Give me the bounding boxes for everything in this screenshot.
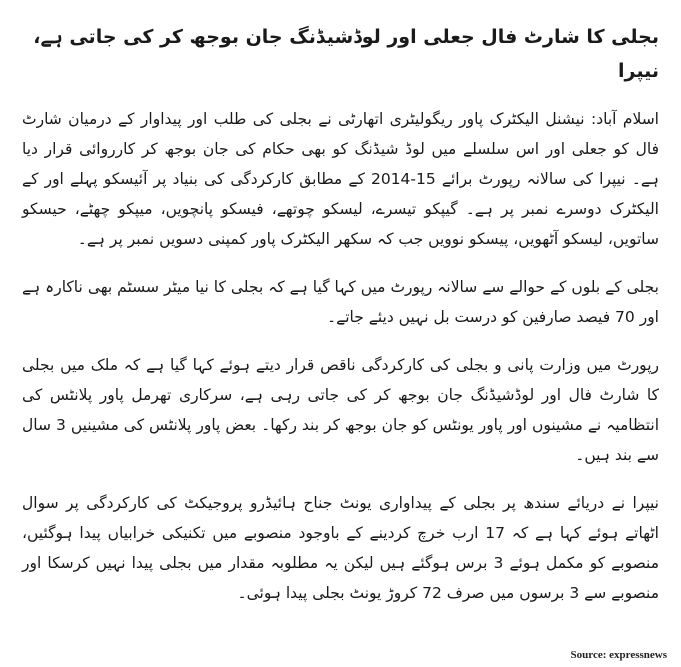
source-credit: Source: expressnews [570,649,667,661]
article-paragraph-3: رپورٹ میں وزارت پانی و بجلی کی کارکردگی ناقص قرار دیتے ہوئے کہا گیا ہے کہ ملک میں بجلی کا شارٹ فال اور لوڈشیڈنگ جان بوجھ کر کی جاتی رہی ہے، سرکاری تھرمل پاور پلانٹس کی انتظامیہ نے مشینوں اور پاور یونٹس کو جان بوجھ کر بند رکھا۔ بعض پاور پلانٹس کی مشینیں 3 سال سے بند ہیں۔ [22,356,660,464]
article-paragraph-1: اسلام آباد: نیشنل الیکٹرک پاور ریگولیٹری اتھارٹی نے بجلی کی طلب اور پیداوار کے درمیان شارٹ فال کو جعلی اور اس سلسلے میں لوڈ شیڈنگ کو بھی حکام کی جان بوجھ کر کارروائی قرار دیا ہے۔ نیپرا کی سالانہ رپورٹ برائے 15-2014 کے مطابق کارکردگی کی بنیاد پر آئیسکو پہلے اور کے الیکٹرک دوسرے نمبر پر ہے۔ گیپکو تیسرے، لیسکو چوتھے، فیسکو پانچویں، میپکو چھٹے، حیسکو ساتویں، لیسکو آٹھویں، پیسکو نوویں جب کہ سکھر الیکٹرک پاور کمپنی دسویں نمبر پر ہے۔ [22,110,659,248]
article-paragraph-4: نیپرا نے دریائے سندھ پر بجلی کے پیداواری یونٹ جناح ہائیڈرو پروجیکٹ کی کارکردگی پر سوال اٹھاتے ہوئے کہا ہے کہ 17 ارب خرچ کردینے کے باوجود منصوبے میں تکنیکی خرابیاں پیدا ہوگئیں، منصوبے کو مکمل ہوئے 3 برس ہوگئے ہیں لیکن یہ مطلوبہ مقدار میں بجلی پیدا نہیں کرسکا اور منصوبے سے 3 برسوں میں صرف 72 کروڑ یونٹ بجلی پیدا ہوئی۔ [22,494,660,602]
article-headline: بجلی کا شارٹ فال جعلی اور لوڈشیڈنگ جان بوجھ کر کی جاتی ہے، نیپرا [33,26,659,82]
article-paragraph-2: بجلی کے بلوں کے حوالے سے سالانہ رپورٹ میں کہا گیا ہے کہ بجلی کا نیا میٹر سسٹم بھی ناکارہ ہے اور 70 فیصد صارفین کو درست بل نہیں دیئے جاتے۔ [22,278,659,326]
